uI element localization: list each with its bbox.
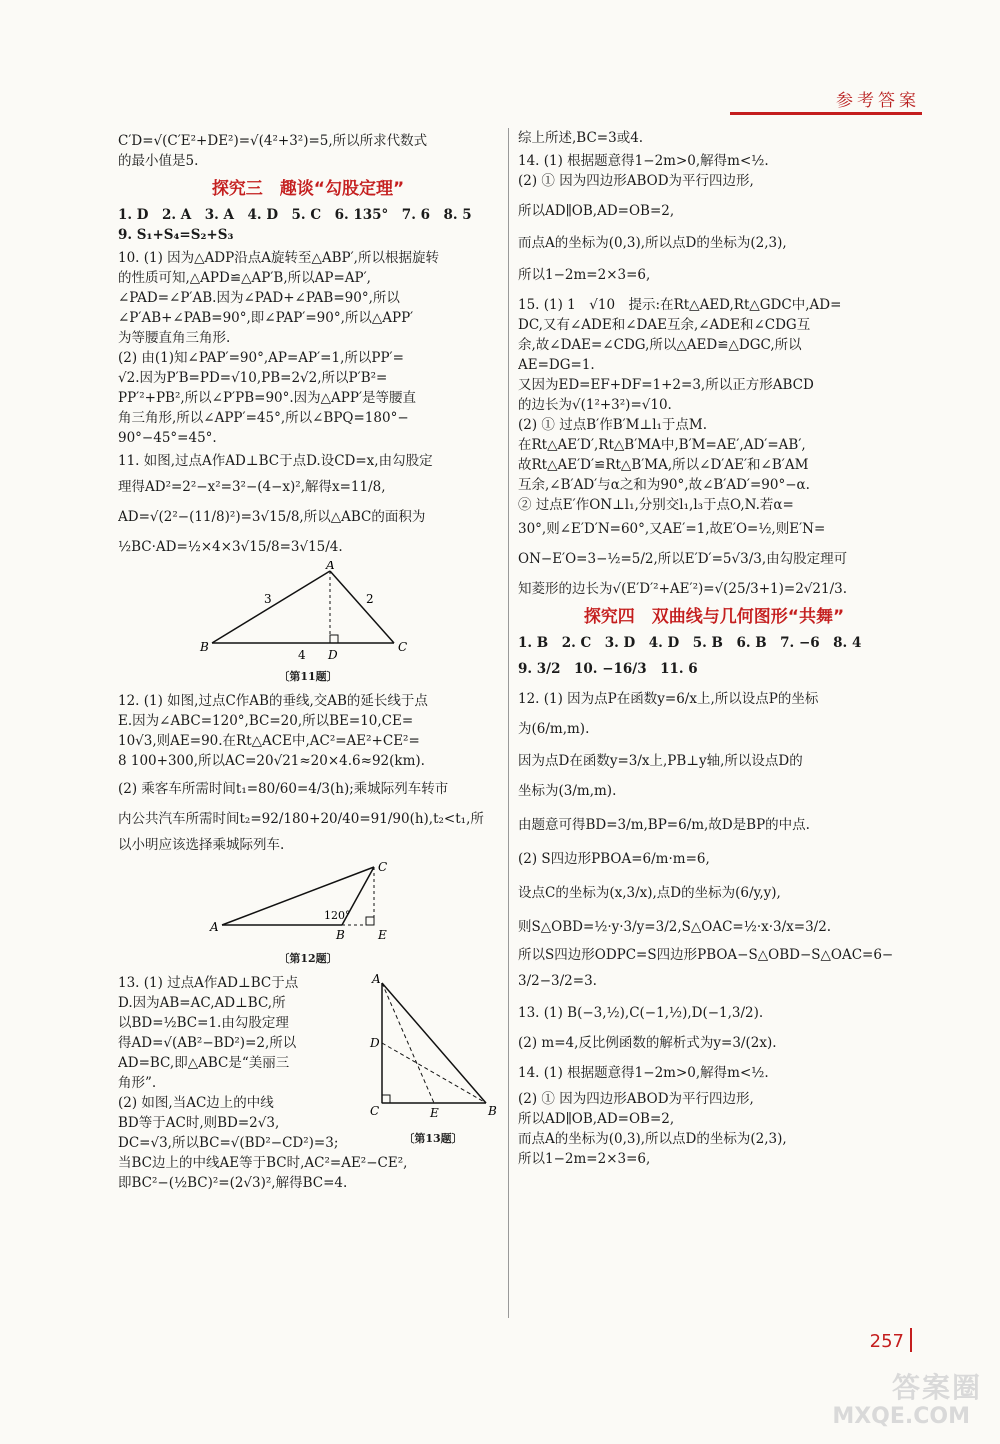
label-E: E xyxy=(378,928,387,942)
text-line: 3/2−3/2=3. xyxy=(518,973,597,989)
label-E: E xyxy=(430,1106,439,1120)
label-A: A xyxy=(210,920,219,934)
answers-1-8: 1. D 2. A 3. A 4. D 5. C 6. 135° 7. 6 8. 5 xyxy=(118,207,472,223)
text-line: 所以AD∥OB,AD=OB=2, xyxy=(518,203,675,219)
text-line: 8 100+300,所以AC=20√21≈20×4.6≈92(km). xyxy=(118,753,425,769)
label-D: D xyxy=(370,1036,380,1050)
label-C: C xyxy=(398,640,408,654)
question-15-prev xyxy=(518,295,910,599)
figure-12-caption: 〔第12题〕 xyxy=(278,952,338,965)
text-line: 11. 如图,过点A作AD⊥BC于点D.设CD=x,由勾股定 xyxy=(118,453,433,469)
text-line: 13. (1) B(−3,½),C(−1,½),D(−1,3/2). xyxy=(518,1005,764,1021)
text-line: ½BC·AD=½×4×3√15/8=3√15/4. xyxy=(118,539,343,555)
text-line: 所以1−2m=2×3=6, xyxy=(518,1151,651,1167)
answers-1-8: 1. B 2. C 3. D 4. D 5. B 6. B 7. −6 8. 4 xyxy=(518,635,862,651)
figure-13 xyxy=(368,973,498,1153)
label-B: B xyxy=(336,928,345,942)
text-line: 14. (1) 根据题意得1−2m>0,解得m<½. xyxy=(518,1065,769,1081)
text-line: 理得AD²=2²−x²=3²−(4−x)²,解得x=11/8, xyxy=(118,479,386,495)
right-column xyxy=(518,128,910,1169)
text-line: ∠PAD=∠P′AB.因为∠PAD+∠PAB=90°,所以 xyxy=(118,290,400,306)
text-line: ② 过点E′作ON⊥l₁,分别交l₁,l₃于点O,N.若α= xyxy=(518,497,794,513)
text-line: AD=√(2²−(11/8)²)=3√15/8,所以△ABC的面积为 xyxy=(118,509,426,525)
text-line: 30°,则∠E′D′N=60°,又AE′=1,故E′O=½,则E′N= xyxy=(518,521,826,537)
header-label: 参考答案 xyxy=(836,91,920,111)
text-line: (2) ① 因为四边形ABOD为平行四边形, xyxy=(518,173,754,189)
text-line: DC=√3,所以BC=√(BD²−CD²)=3; xyxy=(118,1135,339,1151)
text-line: 以BD=½BC=1.由勾股定理 xyxy=(118,1015,289,1031)
text-line: 设点C的坐标为(x,3/x),点D的坐标为(6/y,y), xyxy=(518,885,781,901)
triangle-figure-12 xyxy=(208,859,408,943)
text-line: ON−E′O=3−½=5/2,所以E′D′=5√3/3,由勾股定理可 xyxy=(518,551,848,567)
side-3: 3 xyxy=(264,592,272,606)
text-line: 14. (1) 根据题意得1−2m>0,解得m<½. xyxy=(518,153,769,169)
figure-13-caption: 〔第13题〕 xyxy=(403,1132,463,1145)
text-line: 的性质可知,△APD≌△AP′B,所以AP=AP′, xyxy=(118,270,371,286)
label-A: A xyxy=(372,973,381,986)
question-10 xyxy=(118,248,498,448)
text-line: DC,又有∠ADE和∠DAE互余,∠ADE和∠CDG互 xyxy=(518,317,811,333)
figure-12 xyxy=(118,859,498,969)
text-line: 在Rt△AE′D′,Rt△B′MA中,B′M=AE′,AD′=AB′, xyxy=(518,437,806,453)
text-line: 13. (1) 过点A作AD⊥BC于点 xyxy=(118,975,299,991)
label-B: B xyxy=(488,1104,497,1118)
text-line: AE=DG=1. xyxy=(518,357,595,373)
answer-9: 9. S₁+S₄=S₂+S₃ xyxy=(118,227,234,243)
text-line: 所以S四边形ODPC=S四边形PBOA−S△OBD−S△OAC=6− xyxy=(518,947,894,963)
header-rule xyxy=(730,112,922,115)
question-12 xyxy=(118,691,498,855)
text-line: 由题意可得BD=3/m,BP=6/m,故D是BP的中点. xyxy=(518,817,810,833)
text-line: 得AD=√(AB²−BD²)=2,所以 xyxy=(118,1035,297,1051)
text-line: AD=BC,即△ABC是“美丽三 xyxy=(118,1055,290,1071)
page-number: 257 xyxy=(869,1331,904,1352)
text-line: (2) ① 因为四边形ABOD为平行四边形, xyxy=(518,1091,754,1107)
text-line: 内公共汽车所需时间t₂=92/180+20/40=91/90(h),t₂<t₁,所 xyxy=(118,811,484,827)
label-B: B xyxy=(200,640,209,654)
page-number-bar xyxy=(910,1328,912,1352)
text-line: 余,故∠DAE=∠CDG,所以△AED≌△DGC,所以 xyxy=(518,337,802,353)
text-line: 的最小值是5. xyxy=(118,153,199,169)
label-C: C xyxy=(378,860,388,874)
text-line: 又因为ED=EF+DF=1+2=3,所以正方形ABCD xyxy=(518,377,814,393)
text-line: (2) ① 过点B′作B′M⊥l₁于点M. xyxy=(518,417,708,433)
watermark-url: MXQE.COM xyxy=(832,1404,970,1429)
text-line: ∠P′AB+∠PAB=90°,即∠PAP′=90°,所以△APP′ xyxy=(118,310,414,326)
text-line: √2.因为P′B=PD=√10,PB=2√2,所以P′B²= xyxy=(118,370,388,386)
text-line: 互余,∠B′AD′与α之和为90°,故∠B′AD′=90°−α. xyxy=(518,477,810,493)
text-line: 的边长为√(1²+3²)=√10. xyxy=(518,397,672,413)
left-intro xyxy=(118,131,498,171)
question-14-hyperbola xyxy=(518,1063,910,1169)
text-line: 因为点D在函数y=3/x上,PB⊥y轴,所以设点D的 xyxy=(518,753,803,769)
figure-11-caption: 〔第11题〕 xyxy=(278,670,338,683)
text-line: 为等腰直角三角形. xyxy=(118,330,231,346)
section-title-3: 探究三 趣谈“勾股定理” xyxy=(211,179,405,199)
text-line: PP′²+PB²,所以∠P′PB=90°.因为△APP′是等腰直 xyxy=(118,390,417,406)
text-line: (2) 如图,当AC边上的中线 xyxy=(118,1095,274,1111)
text-line: 为(6/m,m). xyxy=(518,721,590,737)
question-14-prev xyxy=(518,151,910,285)
left-column xyxy=(118,128,498,1193)
text-line: 而点A的坐标为(0,3),所以点D的坐标为(2,3), xyxy=(518,235,787,251)
text-line: 15. (1) 1 √10 提示:在Rt△AED,Rt△GDC中,AD= xyxy=(518,297,842,313)
text-line: 10√3,则AE=90.在Rt△ACE中,AC²=AE²+CE²= xyxy=(118,733,420,749)
answers-9-11: 9. 3/2 10. −16/3 11. 6 xyxy=(518,661,698,677)
label-A: A xyxy=(326,561,335,572)
text-line: 以小明应该选择乘城际列车. xyxy=(118,837,285,853)
text-line: 12. (1) 因为点P在函数y=6/x上,所以设点P的坐标 xyxy=(518,691,819,707)
right-intro: 综上所述,BC=3或4. xyxy=(518,130,644,146)
text-line: (2) S四边形PBOA=6/m·m=6, xyxy=(518,851,710,867)
question-13 xyxy=(118,973,498,1193)
triangle-figure-13 xyxy=(368,973,498,1123)
text-line: 当BC边上的中线AE等于BC时,AC²=AE²−CE², xyxy=(118,1155,408,1171)
text-line: (2) 乘客车所需时间t₁=80/60=4/3(h);乘城际列车转市 xyxy=(118,781,449,797)
text-line: C′D=√(C′E²+DE²)=√(4²+3²)=5,所以所求代数式 xyxy=(118,133,428,149)
figure-11 xyxy=(118,561,498,687)
section-title-4: 探究四 双曲线与几何图形“共舞” xyxy=(583,607,845,627)
triangle-figure-11 xyxy=(198,561,418,661)
angle-label: 120° xyxy=(324,909,351,922)
text-line: 知菱形的边长为√(E′D′²+AE′²)=√(25/3+1)=2√21/3. xyxy=(518,581,848,597)
text-line: (2) 由(1)知∠PAP′=90°,AP=AP′=1,所以PP′= xyxy=(118,350,404,366)
text-line: 即BC²−(½BC)²=(2√3)²,解得BC=4. xyxy=(118,1175,348,1191)
text-line: (2) m=4,反比例函数的解析式为y=3/(2x). xyxy=(518,1035,777,1051)
question-12-hyperbola xyxy=(518,689,910,991)
text-line: 则S△OBD=½·y·3/y=3/2,S△OAC=½·x·3/x=3/2. xyxy=(518,919,832,935)
label-C: C xyxy=(370,1104,380,1118)
text-line: 12. (1) 如图,过点C作AB的垂线,交AB的延长线于点 xyxy=(118,693,428,709)
text-line: 而点A的坐标为(0,3),所以点D的坐标为(2,3), xyxy=(518,1131,787,1147)
text-line: 坐标为(3/m,m). xyxy=(518,783,617,799)
watermark-logo: 答案圈 xyxy=(891,1371,982,1404)
text-line: 故Rt△AE′D′≌Rt△B′MA,所以∠D′AE′和∠B′AM xyxy=(518,457,809,473)
text-line: 角形”. xyxy=(118,1075,157,1091)
text-line: D.因为AB=AC,AD⊥BC,所 xyxy=(118,995,286,1011)
side-4: 4 xyxy=(298,648,306,661)
text-line: 10. (1) 因为△ADP沿点A旋转至△ABP′,所以根据旋转 xyxy=(118,250,439,266)
text-line: BD等于AC时,则BD=2√3, xyxy=(118,1115,280,1131)
text-line: 90°−45°=45°. xyxy=(118,430,217,446)
text-line: 所以AD∥OB,AD=OB=2, xyxy=(518,1111,675,1127)
side-2: 2 xyxy=(366,592,374,606)
text-line: 角三角形,所以∠APP′=45°,所以∠BPQ=180°− xyxy=(118,410,409,426)
text-line: 所以1−2m=2×3=6, xyxy=(518,267,651,283)
text-line: E.因为∠ABC=120°,BC=20,所以BE=10,CE= xyxy=(118,713,414,729)
question-11 xyxy=(118,451,498,557)
question-13-hyperbola xyxy=(518,1003,910,1053)
column-divider xyxy=(508,128,509,1318)
label-D: D xyxy=(328,648,338,661)
